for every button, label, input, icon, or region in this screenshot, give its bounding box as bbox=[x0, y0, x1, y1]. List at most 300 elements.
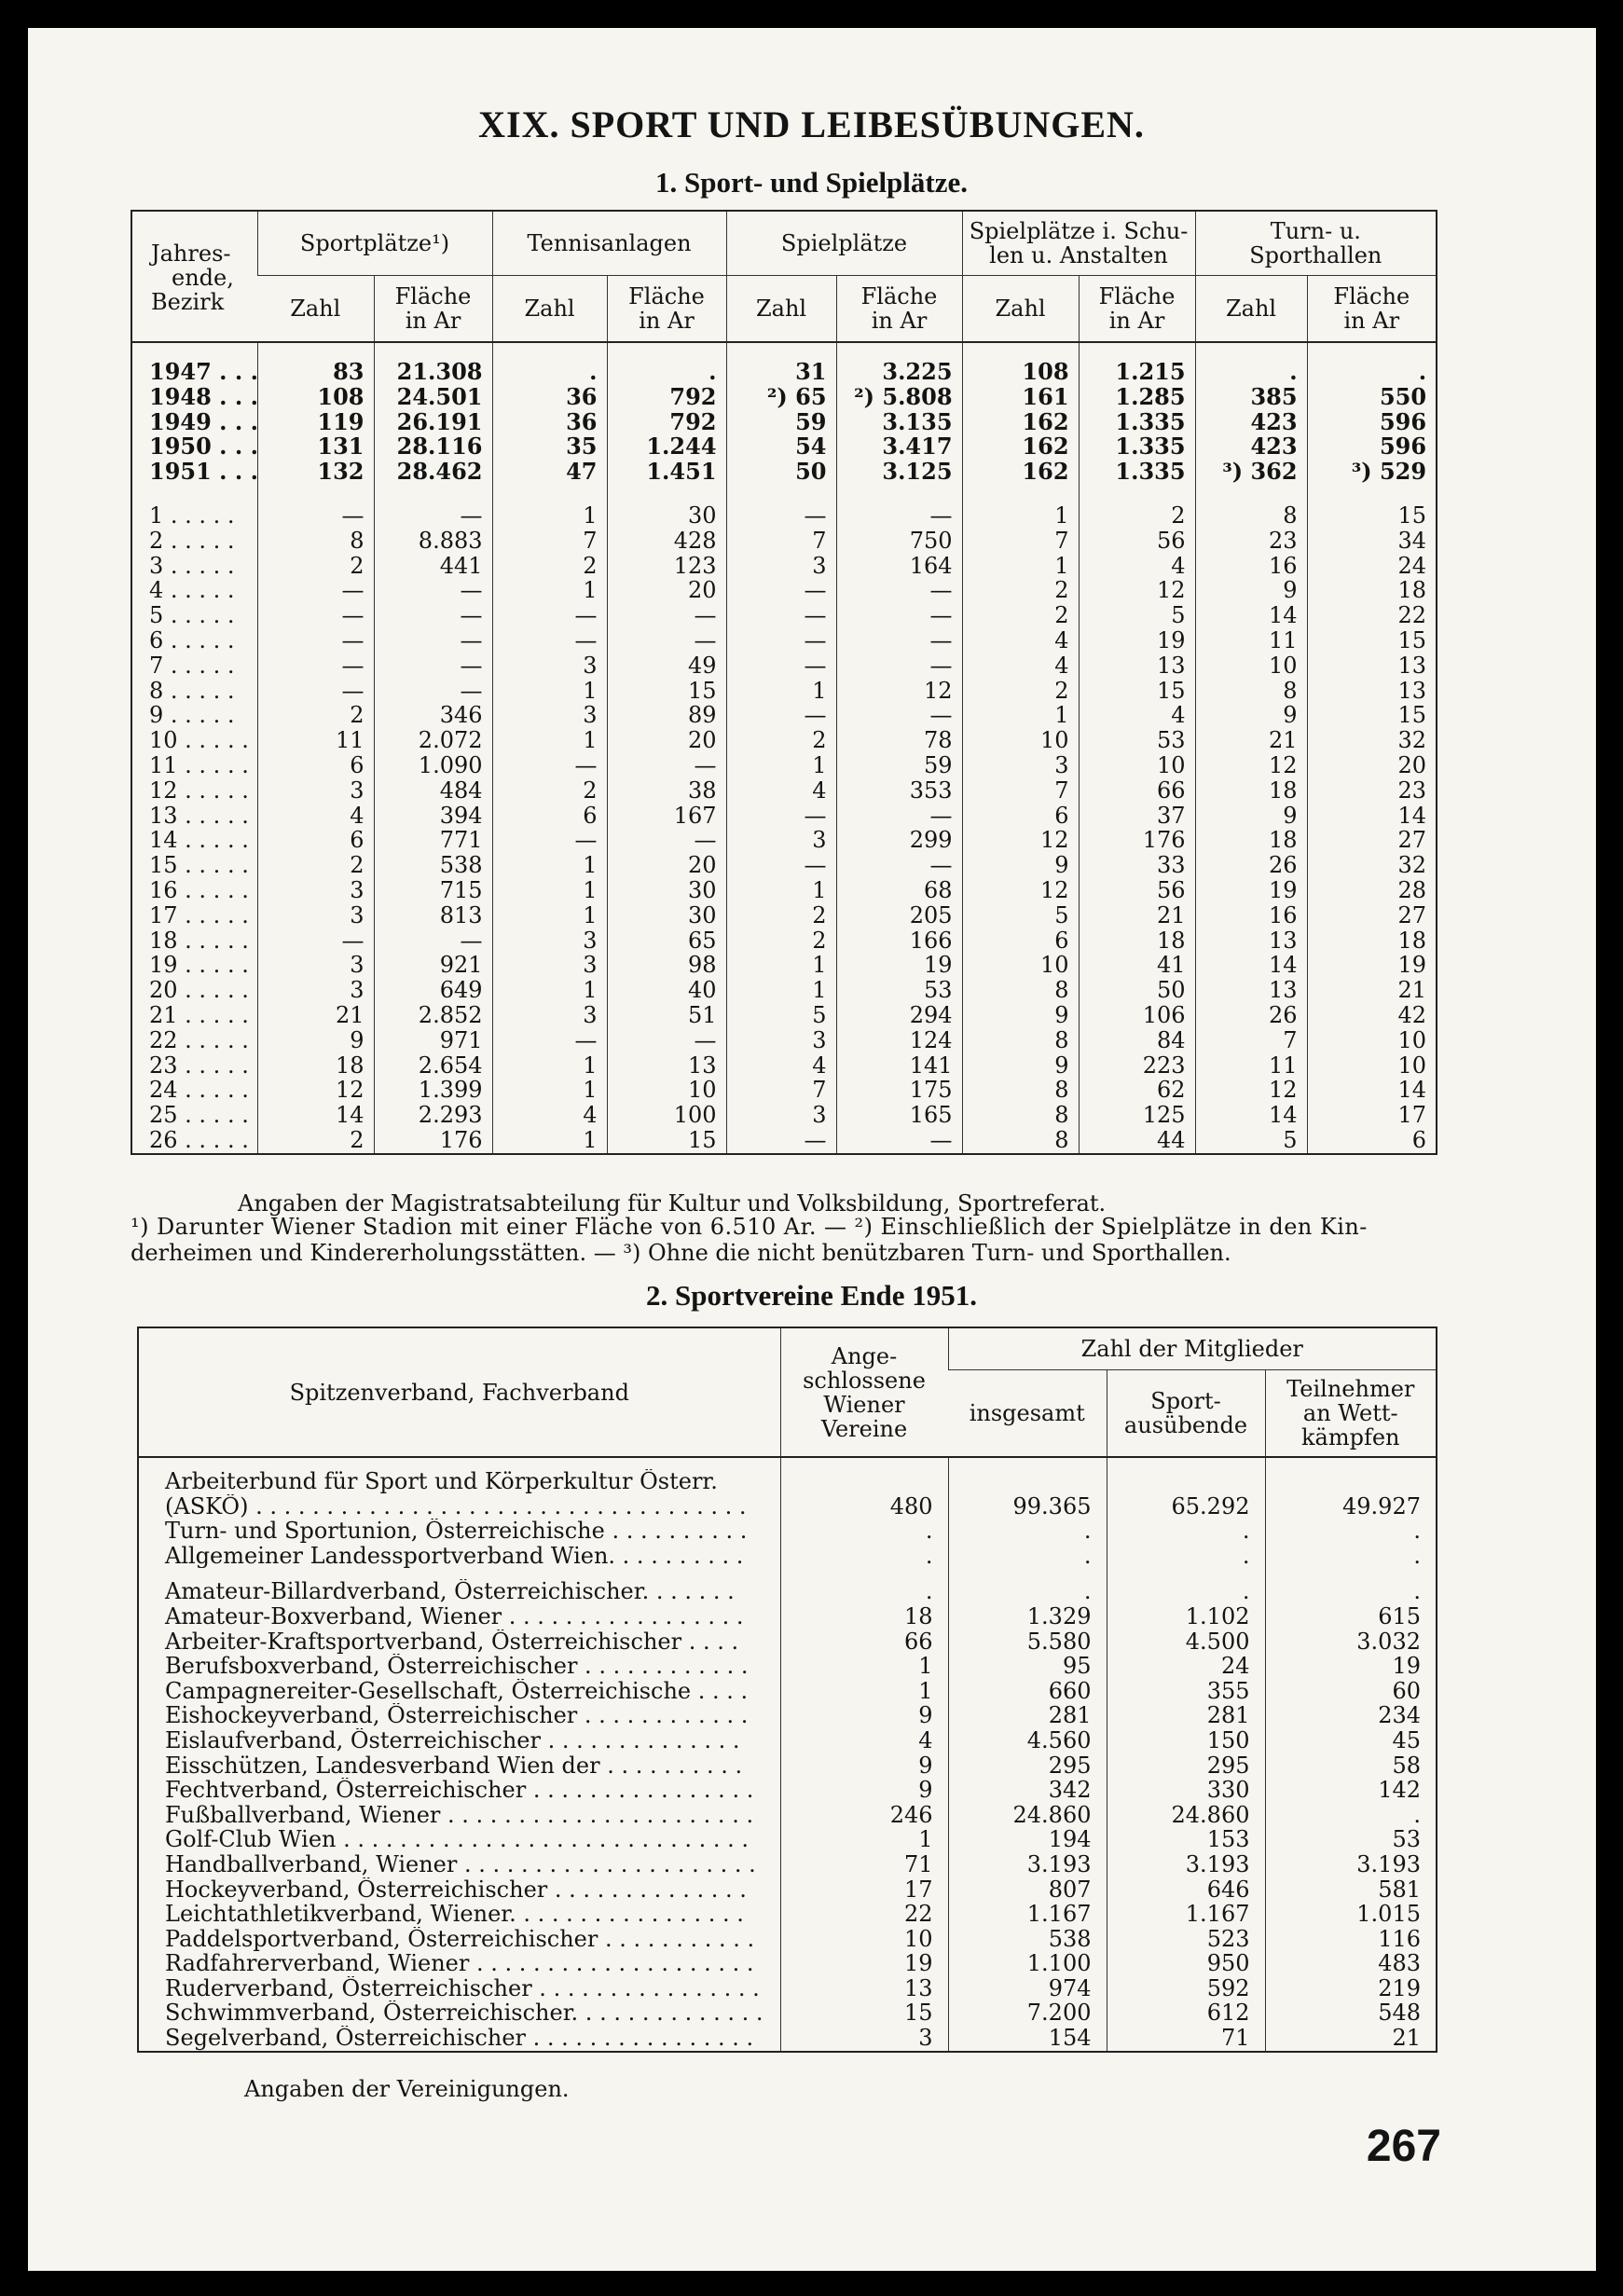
table-cell: 42 bbox=[1307, 1003, 1437, 1028]
table-cell: — bbox=[492, 828, 607, 853]
table-cell: . bbox=[948, 1519, 1107, 1544]
table-cell: — bbox=[836, 703, 962, 728]
table-cell: 4 bbox=[1079, 554, 1195, 579]
table-cell: 596 bbox=[1307, 434, 1437, 460]
table-row bbox=[138, 1778, 1437, 1803]
table-cell: 441 bbox=[374, 554, 492, 579]
table-cell: 2 bbox=[962, 578, 1079, 603]
table-cell: 7 bbox=[962, 778, 1079, 804]
table-cell: 1.167 bbox=[948, 1902, 1107, 1927]
table-cell: 10 bbox=[1079, 753, 1195, 778]
table-cell: 7 bbox=[726, 1078, 836, 1103]
table-cell: 974 bbox=[948, 1976, 1107, 2001]
row-label: 1950 . . . bbox=[149, 433, 258, 461]
table-cell: 119 bbox=[257, 410, 374, 435]
table-cell: — bbox=[607, 753, 726, 778]
table-cell: 194 bbox=[948, 1827, 1107, 1852]
table-cell: — bbox=[726, 578, 836, 603]
table-cell: 9 bbox=[1195, 703, 1307, 728]
table-cell: 13 bbox=[1307, 679, 1437, 704]
table-cell: 18 bbox=[1195, 778, 1307, 804]
spacer-cell bbox=[962, 485, 1079, 503]
table-cell: 49.927 bbox=[1265, 1494, 1437, 1519]
header-line: Teilnehmer bbox=[1286, 1376, 1415, 1402]
row-label: 22 . . . . . bbox=[149, 1026, 249, 1053]
table-cell: — bbox=[257, 628, 374, 653]
row-label: 9 . . . . . bbox=[149, 702, 235, 729]
table-cell: 1.100 bbox=[948, 1951, 1107, 1976]
row-label: Campagnereiter-Gesellschaft, Österreichische . . . . bbox=[165, 1678, 749, 1704]
table-row bbox=[138, 1703, 1437, 1728]
header-line: in Ar bbox=[639, 308, 695, 334]
table-cell: 1.399 bbox=[374, 1078, 492, 1103]
table-cell: 5 bbox=[962, 903, 1079, 928]
table-cell: 548 bbox=[1265, 2000, 1437, 2026]
table-cell: 132 bbox=[257, 460, 374, 485]
table-cell: ³) 529 bbox=[1307, 460, 1437, 485]
table-row bbox=[138, 1902, 1437, 1927]
table-cell bbox=[780, 1469, 948, 1494]
table-cell: 11 bbox=[257, 728, 374, 753]
table-cell: 176 bbox=[374, 1128, 492, 1154]
table-cell: 1.167 bbox=[1107, 1902, 1265, 1927]
table-cell: 3 bbox=[257, 903, 374, 928]
table-cell: 17 bbox=[780, 1877, 948, 1903]
table-cell: 108 bbox=[257, 385, 374, 410]
row-label: 2 . . . . . bbox=[149, 527, 235, 554]
table-cell: 21 bbox=[1307, 978, 1437, 1003]
table-cell: 715 bbox=[374, 878, 492, 903]
header-line: kämpfen bbox=[1300, 1424, 1400, 1450]
table-cell: 10 bbox=[1195, 653, 1307, 679]
table-cell: 30 bbox=[607, 903, 726, 928]
spacer-row bbox=[138, 1457, 1437, 1469]
table-cell: 8 bbox=[1195, 503, 1307, 529]
table-cell: — bbox=[257, 653, 374, 679]
table-cell: 771 bbox=[374, 828, 492, 853]
table-cell: 19 bbox=[780, 1951, 948, 1976]
row-label: Leichtathletikverband, Wiener. . . . . . . . . . . . . . . . . bbox=[165, 1902, 744, 1927]
table-cell: 1 bbox=[492, 878, 607, 903]
table-cell: 2 bbox=[257, 853, 374, 878]
table-cell: 40 bbox=[607, 978, 726, 1003]
table-cell: 21.308 bbox=[374, 360, 492, 385]
header-line: Bezirk bbox=[151, 289, 225, 315]
table-row-district bbox=[131, 679, 1437, 704]
sport-clubs-table bbox=[137, 1327, 1437, 2053]
table-row bbox=[138, 1976, 1437, 2001]
table-row-district bbox=[131, 953, 1437, 978]
table-cell: 23 bbox=[1195, 529, 1307, 554]
table-cell: — bbox=[374, 603, 492, 628]
table-cell: 13 bbox=[780, 1976, 948, 2001]
table-cell: . bbox=[492, 360, 607, 385]
table-row-district bbox=[131, 703, 1437, 728]
header-line: len u. Anstalten bbox=[989, 242, 1168, 268]
table-cell: 394 bbox=[374, 804, 492, 829]
table-cell: — bbox=[836, 628, 962, 653]
table-cell: 3.193 bbox=[948, 1852, 1107, 1877]
row-label: (ASKÖ) . . . . . . . . . . . . . . . . . . . . . . . . . . . . . . . . . . . bbox=[165, 1493, 747, 1519]
table-row-district bbox=[131, 828, 1437, 853]
table-cell: 3.193 bbox=[1265, 1852, 1437, 1877]
row-label: 19 . . . . . bbox=[149, 952, 249, 979]
table-cell: 7 bbox=[962, 529, 1079, 554]
table-cell: 9 bbox=[1195, 804, 1307, 829]
row-label: 13 . . . . . bbox=[149, 802, 249, 829]
table-cell: 12 bbox=[962, 828, 1079, 853]
table-cell: 660 bbox=[948, 1679, 1107, 1704]
table-row-district bbox=[131, 1028, 1437, 1053]
table-cell: 24.860 bbox=[1107, 1803, 1265, 1828]
table-cell: 1 bbox=[962, 554, 1079, 579]
table-cell: 1 bbox=[492, 903, 607, 928]
table-cell: 13 bbox=[1195, 928, 1307, 954]
table-cell: 17 bbox=[1307, 1103, 1437, 1128]
sport-places-table bbox=[131, 210, 1437, 1155]
table-row-district bbox=[131, 753, 1437, 778]
header-sportausuebende bbox=[1107, 1370, 1265, 1458]
spacer-cell bbox=[138, 1457, 780, 1469]
row-label: 8 . . . . . bbox=[149, 677, 235, 704]
table-cell: 2.072 bbox=[374, 728, 492, 753]
table-cell: 294 bbox=[836, 1003, 962, 1028]
table-cell: 813 bbox=[374, 903, 492, 928]
header-flaeche bbox=[374, 276, 492, 343]
table-cell: 1.451 bbox=[607, 460, 726, 485]
table-cell: 162 bbox=[962, 410, 1079, 435]
table-cell: 131 bbox=[257, 434, 374, 460]
table-cell: — bbox=[836, 804, 962, 829]
table-cell: 483 bbox=[1265, 1951, 1437, 1976]
table-cell: 3 bbox=[726, 1103, 836, 1128]
table-cell: 2.293 bbox=[374, 1103, 492, 1128]
table-cell: 10 bbox=[962, 953, 1079, 978]
spacer-cell bbox=[1307, 342, 1437, 360]
header-teilnehmer bbox=[1265, 1370, 1437, 1458]
table-cell: 1 bbox=[492, 1078, 607, 1103]
table-cell: 15 bbox=[1307, 503, 1437, 529]
table-cell: — bbox=[726, 603, 836, 628]
header-line: Ange- bbox=[831, 1342, 898, 1369]
header-line: Sport- bbox=[1150, 1388, 1221, 1414]
table-cell: 1 bbox=[780, 1654, 948, 1679]
table-cell: 330 bbox=[1107, 1778, 1265, 1803]
spacer-cell bbox=[1265, 1457, 1437, 1469]
table-cell: 550 bbox=[1307, 385, 1437, 410]
table-cell: 1 bbox=[492, 1128, 607, 1154]
table-cell: 53 bbox=[836, 978, 962, 1003]
table-cell: 423 bbox=[1195, 434, 1307, 460]
table-cell: 58 bbox=[1265, 1753, 1437, 1779]
table-cell: 1 bbox=[492, 1053, 607, 1079]
table-cell: 596 bbox=[1307, 410, 1437, 435]
table-cell: 62 bbox=[1079, 1078, 1195, 1103]
table-cell: 342 bbox=[948, 1778, 1107, 1803]
table-cell: 538 bbox=[948, 1927, 1107, 1952]
table-cell: 71 bbox=[780, 1852, 948, 1877]
table-cell: — bbox=[257, 578, 374, 603]
spacer-row bbox=[131, 342, 1437, 360]
row-label: 5 . . . . . bbox=[149, 602, 235, 629]
spacer-cell bbox=[726, 485, 836, 503]
table-row bbox=[138, 1604, 1437, 1629]
table-cell: 355 bbox=[1107, 1679, 1265, 1704]
table-cell: 23 bbox=[1307, 778, 1437, 804]
table-cell: 9 bbox=[962, 853, 1079, 878]
table-row-district bbox=[131, 503, 1437, 529]
table-cell: ²) 65 bbox=[726, 385, 836, 410]
table-cell: 1 bbox=[492, 503, 607, 529]
table-cell: 3 bbox=[492, 953, 607, 978]
table-cell: . bbox=[607, 360, 726, 385]
header-vereine bbox=[780, 1327, 948, 1457]
table-row bbox=[138, 1927, 1437, 1952]
header-line: ausübende bbox=[1123, 1412, 1248, 1438]
header-line: Fläche bbox=[860, 283, 938, 309]
table-row-district bbox=[131, 1053, 1437, 1079]
header-zahl: Zahl bbox=[1195, 276, 1307, 343]
table-cell: 19 bbox=[1265, 1654, 1437, 1679]
table-row-year bbox=[131, 460, 1437, 485]
table-cell: 34 bbox=[1307, 529, 1437, 554]
table-row-year bbox=[131, 385, 1437, 410]
table-cell: 95 bbox=[948, 1654, 1107, 1679]
spacer-cell bbox=[780, 1457, 948, 1469]
table-cell: 10 bbox=[1307, 1053, 1437, 1079]
row-label: 1949 . . . bbox=[149, 407, 258, 435]
header-line: schlossene bbox=[803, 1367, 926, 1394]
table-cell: 8 bbox=[257, 529, 374, 554]
table-cell: 14 bbox=[1195, 1103, 1307, 1128]
table-cell: 21 bbox=[257, 1003, 374, 1028]
table-cell: — bbox=[257, 928, 374, 954]
table-cell: 14 bbox=[1195, 603, 1307, 628]
table-row-district bbox=[131, 653, 1437, 679]
table-cell: 3.225 bbox=[836, 360, 962, 385]
table-cell: 3 bbox=[257, 878, 374, 903]
table-cell: 27 bbox=[1307, 903, 1437, 928]
table-cell: — bbox=[836, 503, 962, 529]
header-flaeche bbox=[1079, 276, 1195, 343]
table-cell: 3 bbox=[492, 653, 607, 679]
header-zahl: Zahl bbox=[962, 276, 1079, 343]
table-cell: 7.200 bbox=[948, 2000, 1107, 2026]
table-cell: 32 bbox=[1307, 853, 1437, 878]
table-cell: 176 bbox=[1079, 828, 1195, 853]
row-label: Fechtverband, Österreichischer . . . . . . . . . . . . . . . . bbox=[165, 1778, 754, 1803]
table-cell: — bbox=[492, 603, 607, 628]
table-cell: 66 bbox=[1079, 778, 1195, 804]
table-cell: 792 bbox=[607, 385, 726, 410]
spacer-cell bbox=[1079, 485, 1195, 503]
header-line: Spielplätze bbox=[780, 230, 908, 256]
table-cell: 3.125 bbox=[836, 460, 962, 485]
header-spielplaetze bbox=[726, 211, 962, 276]
table-cell: 385 bbox=[1195, 385, 1307, 410]
table-cell: — bbox=[607, 628, 726, 653]
table-row-year bbox=[131, 434, 1437, 460]
table-cell: . bbox=[1107, 1544, 1265, 1569]
table-cell: — bbox=[836, 603, 962, 628]
table-cell: 8 bbox=[962, 1028, 1079, 1053]
table-cell: — bbox=[726, 503, 836, 529]
table-row-district bbox=[131, 878, 1437, 903]
table-cell: 299 bbox=[836, 828, 962, 853]
table-cell: . bbox=[780, 1579, 948, 1604]
table-row bbox=[138, 2026, 1437, 2052]
row-label: 15 . . . . . bbox=[149, 852, 249, 879]
table-cell: 2 bbox=[726, 728, 836, 753]
table-cell: 14 bbox=[1307, 1078, 1437, 1103]
table-cell: 484 bbox=[374, 778, 492, 804]
table-cell: 1 bbox=[492, 978, 607, 1003]
table-cell: 21 bbox=[1265, 2026, 1437, 2052]
table-cell: 5.580 bbox=[948, 1629, 1107, 1655]
table-cell: 142 bbox=[1265, 1778, 1437, 1803]
table-cell: 2.852 bbox=[374, 1003, 492, 1028]
table-cell: 11 bbox=[1195, 1053, 1307, 1079]
row-label: 6 . . . . . bbox=[149, 626, 235, 653]
table-cell: 28 bbox=[1307, 878, 1437, 903]
table-cell: 150 bbox=[1107, 1728, 1265, 1753]
table-cell: 1 bbox=[962, 503, 1079, 529]
table-cell: 24 bbox=[1307, 554, 1437, 579]
table-cell: 15 bbox=[607, 679, 726, 704]
row-label: 18 . . . . . bbox=[149, 927, 249, 954]
table-row-district bbox=[131, 603, 1437, 628]
table-cell: — bbox=[492, 628, 607, 653]
header-line: Vereine bbox=[820, 1415, 908, 1442]
table-cell: 523 bbox=[1107, 1927, 1265, 1952]
table-cell: 20 bbox=[607, 853, 726, 878]
source-note-1: Angaben der Magistratsabteilung für Kultur und Volksbildung, Sportreferat. bbox=[238, 1190, 1107, 1217]
table-cell: 281 bbox=[948, 1703, 1107, 1728]
table-cell: 20 bbox=[607, 728, 726, 753]
table-cell: 53 bbox=[1079, 728, 1195, 753]
table-row bbox=[138, 1877, 1437, 1903]
row-label: 17 . . . . . bbox=[149, 901, 249, 928]
table-cell: 165 bbox=[836, 1103, 962, 1128]
table-cell: 21 bbox=[1079, 903, 1195, 928]
row-label: 25 . . . . . bbox=[149, 1102, 249, 1129]
table-cell: — bbox=[374, 653, 492, 679]
table-cell: 1 bbox=[492, 853, 607, 878]
table-cell: 65 bbox=[607, 928, 726, 954]
table-cell: 14 bbox=[257, 1103, 374, 1128]
table-cell: 30 bbox=[607, 503, 726, 529]
table-cell: 59 bbox=[836, 753, 962, 778]
header-insgesamt: insgesamt bbox=[969, 1400, 1085, 1426]
spacer-cell bbox=[607, 485, 726, 503]
row-label: Arbeiterbund für Sport und Körperkultur Österr. bbox=[165, 1469, 718, 1494]
header-line: Tennisanlagen bbox=[527, 230, 692, 256]
table-cell: 18 bbox=[1195, 828, 1307, 853]
header-line: in Ar bbox=[405, 308, 461, 334]
table-row bbox=[138, 1469, 1437, 1494]
table-cell: 1.285 bbox=[1079, 385, 1195, 410]
row-label: 1 . . . . . bbox=[149, 502, 235, 529]
table-cell: 71 bbox=[1107, 2026, 1265, 2052]
table-row-district bbox=[131, 1128, 1437, 1154]
table-cell: 1 bbox=[780, 1827, 948, 1852]
table-cell: — bbox=[726, 703, 836, 728]
table-cell: 28.462 bbox=[374, 460, 492, 485]
table-cell: 971 bbox=[374, 1028, 492, 1053]
row-label: 11 . . . . . bbox=[149, 751, 249, 778]
header-line: an Wett- bbox=[1302, 1400, 1398, 1426]
table-cell: 116 bbox=[1265, 1927, 1437, 1952]
row-label: 3 . . . . . bbox=[149, 552, 235, 579]
table-cell: 8 bbox=[1195, 679, 1307, 704]
table-cell: 5 bbox=[726, 1003, 836, 1028]
table-cell: 581 bbox=[1265, 1877, 1437, 1903]
table-cell: 4.500 bbox=[1107, 1629, 1265, 1655]
spacer-cell bbox=[1107, 1457, 1265, 1469]
table-cell: . bbox=[1265, 1519, 1437, 1544]
table-cell: 4 bbox=[726, 778, 836, 804]
header-line: Turn- u. bbox=[1270, 218, 1361, 244]
table-cell: 8 bbox=[962, 1103, 1079, 1128]
footnote-line-2: derheimen und Kindererholungsstätten. — ³) Ohne die nicht benützbaren Turn- und Sporthallen. bbox=[131, 1240, 1231, 1266]
header-line: Jahres- bbox=[151, 241, 231, 267]
spacer-cell bbox=[138, 1568, 780, 1579]
table-cell: 78 bbox=[836, 728, 962, 753]
table-cell: 3.135 bbox=[836, 410, 962, 435]
spacer-cell bbox=[492, 485, 607, 503]
table-cell: 2.654 bbox=[374, 1053, 492, 1079]
table-cell: 4 bbox=[962, 653, 1079, 679]
table-cell: 28.116 bbox=[374, 434, 492, 460]
table-cell: 2 bbox=[492, 778, 607, 804]
table-cell: 649 bbox=[374, 978, 492, 1003]
spacer-cell bbox=[131, 485, 257, 503]
table-cell: 162 bbox=[962, 434, 1079, 460]
table-cell: 921 bbox=[374, 953, 492, 978]
row-label: Fußballverband, Wiener . . . . . . . . . . . . . . . . . . . . . . bbox=[165, 1802, 754, 1828]
table-cell: 106 bbox=[1079, 1003, 1195, 1028]
header-line: Sporthallen bbox=[1249, 242, 1382, 268]
table-cell: 10 bbox=[962, 728, 1079, 753]
table-cell: 22 bbox=[1307, 603, 1437, 628]
table-row-district bbox=[131, 853, 1437, 878]
table-cell: 60 bbox=[1265, 1679, 1437, 1704]
table-cell: 161 bbox=[962, 385, 1079, 410]
table-cell: 3 bbox=[257, 978, 374, 1003]
table-cell: 2 bbox=[257, 1128, 374, 1154]
table-row-year bbox=[131, 410, 1437, 435]
table-cell: 1 bbox=[780, 1679, 948, 1704]
table-cell: 51 bbox=[607, 1003, 726, 1028]
table-cell: ³) 362 bbox=[1195, 460, 1307, 485]
table-row bbox=[138, 1753, 1437, 1779]
table-row-district bbox=[131, 628, 1437, 653]
header-mitglieder: Zahl der Mitglieder bbox=[948, 1327, 1437, 1370]
table-cell: . bbox=[1107, 1579, 1265, 1604]
table-cell: 175 bbox=[836, 1078, 962, 1103]
table-cell: 14 bbox=[1307, 804, 1437, 829]
row-label: Arbeiter-Kraftsportverband, Österreichischer . . . . bbox=[165, 1629, 739, 1655]
table-cell: 84 bbox=[1079, 1028, 1195, 1053]
row-label: Radfahrerverband, Wiener . . . . . . . . . . . . . . . . . . . . bbox=[165, 1951, 754, 1976]
table-cell: 19 bbox=[1307, 953, 1437, 978]
table-cell: 18 bbox=[1307, 928, 1437, 954]
row-label: Eisschützen, Landesverband Wien der . . . . . . . . . . bbox=[165, 1753, 743, 1779]
table-cell bbox=[1265, 1469, 1437, 1494]
table-cell: — bbox=[607, 828, 726, 853]
table-cell: 13 bbox=[1307, 653, 1437, 679]
table-cell: — bbox=[374, 928, 492, 954]
